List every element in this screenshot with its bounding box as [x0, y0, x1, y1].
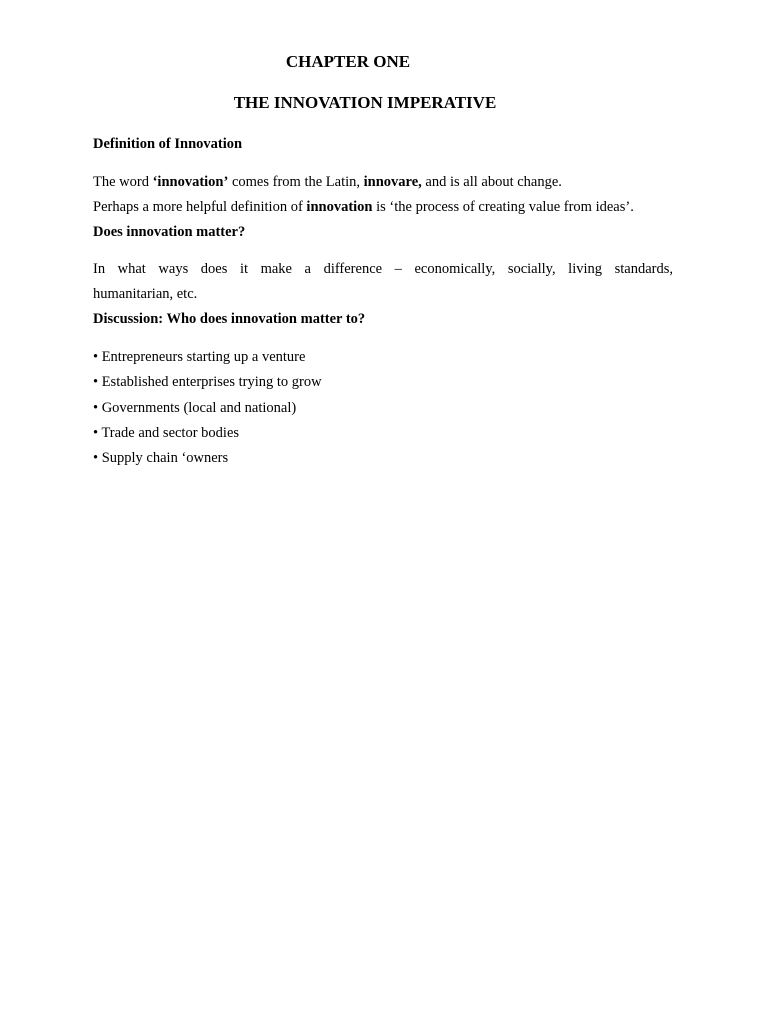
definition-line-2 — [93, 195, 673, 220]
definition-line-1-bold-b: innovare, — [363, 174, 422, 190]
stakeholder-list — [93, 345, 673, 471]
matter-heading: Does innovation matter? — [93, 224, 246, 240]
list-item: • Trade and sector bodies — [93, 424, 240, 441]
definition-line-1-bold-a: ‘innovation’ — [152, 174, 229, 190]
definition-line-1-text-c: and is all about change. — [421, 174, 562, 190]
matter-paragraph-line-1: In what ways does it make a difference – economically, socially, living standards, — [93, 261, 673, 277]
definition-line-1-text-a: The word — [93, 174, 153, 190]
definition-line-2-bold-a: innovation — [306, 199, 373, 215]
definition-heading: Definition of Innovation — [93, 136, 243, 152]
document-body — [93, 132, 673, 471]
list-item: • Supply chain ‘owners — [93, 450, 229, 467]
chapter-title: THE INNOVATION IMPERATIVE — [233, 93, 497, 112]
list-item: • Governments (local and national) — [93, 399, 297, 416]
definition-line-2-text-b: is ‘the process of creating value from ideas’. — [372, 199, 634, 215]
matter-paragraph-line-2: humanitarian, etc. — [93, 286, 198, 302]
definition-line-2-text-a: Perhaps a more helpful definition of — [93, 199, 307, 215]
list-item: • Established enterprises trying to grow — [93, 374, 322, 391]
matter-paragraph — [93, 257, 673, 307]
list-item: • Entrepreneurs starting up a venture — [93, 349, 306, 365]
definition-line-1 — [93, 170, 673, 195]
chapter-heading: CHAPTER ONE — [285, 52, 411, 71]
definition-line-1-text-b: comes from the Latin, — [228, 174, 364, 190]
discussion-heading: Discussion: Who does innovation matter to? — [93, 311, 366, 327]
